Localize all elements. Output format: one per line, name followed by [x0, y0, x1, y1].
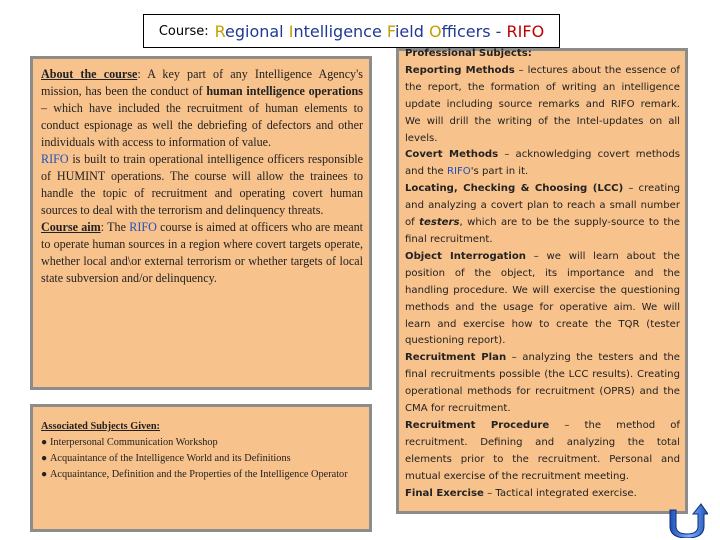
- aim-label: Course aim: [41, 220, 101, 234]
- list-item: ● Acquaintance, Definition and the Properties of the Intelligence Operator: [41, 467, 363, 483]
- locating-item: Locating, Checking & Choosing (LCC) – creating and analyzing a covert plan to reach a small number of testers, which are to be the supply-source to the final recruitment.: [405, 183, 680, 245]
- procedure-item: Recruitment Procedure – the method of recruitment. Defining and analyzing the total elements prior to the recruitment. Personal and mutual exercise of the recruitment meeting.: [405, 419, 680, 482]
- title-initial-f: F: [386, 21, 395, 41]
- professional-subjects-panel: [396, 48, 688, 514]
- final-item: Final Exercise – Tactical integrated exercise.: [405, 487, 637, 499]
- bullet-icon: ●: [41, 437, 48, 448]
- title-acronym: RIFO: [506, 21, 545, 41]
- bullet-icon: ●: [41, 469, 48, 480]
- return-arrow-icon[interactable]: [666, 500, 708, 538]
- list-item: ● Acquaintance of the Intelligence World and its Definitions: [41, 451, 363, 467]
- rifo-paragraph: RIFO is built to train operational intelligence officers responsible of HUMINT operations. The course will allow the trainees to handle the topic of recruitment and operating covert human sources to deal with the terrorism and delinquency threats.: [41, 152, 363, 217]
- course-title-box: [143, 14, 560, 48]
- associated-header: Associated Subjects Given:: [41, 421, 160, 432]
- reporting-item: Reporting Methods – lectures about the essence of the report, the formation of writing an intelligence update including source remarks and RIFO remark. We will drill the writing of the Intel-updates on all levels.: [405, 64, 680, 144]
- title-initial-o: O: [428, 21, 442, 41]
- course-description-panel: [30, 56, 372, 390]
- associated-subjects-panel: [30, 404, 372, 532]
- title-initial-i: I: [288, 21, 294, 41]
- plan-item: Recruitment Plan – analyzing the testers and the final recruitments possible (the LCC results). Creating operational methods for recruitment (OPRS) and the CMA for recruitment.: [405, 352, 681, 415]
- professional-header: Professional Subjects:: [405, 48, 532, 59]
- covert-item: Covert Methods – acknowledging covert methods and the RIFO's part in it.: [405, 149, 681, 178]
- about-label: About the course: [41, 67, 138, 81]
- about-paragraph: About the course: A key part of any Intelligence Agency's mission, has been the conduct of human intelligence operations – which have included the recruitment of human elements to conduct espionage as well the debriefing of defectors and other individuals with access to information of value.: [41, 67, 363, 149]
- list-item: ● Interpersonal Communication Workshop: [41, 435, 363, 451]
- course-title: Regional Intelligence Field Officers - RIFO: [214, 21, 545, 41]
- object-item: Object Interrogation – we will learn about the position of the object, its importance and the handling procedure. We will exercise the questioning methods and the usage for operative aim. We will learn and exercise how to create the TQR (tester questioning report).: [405, 250, 680, 347]
- bullet-icon: ●: [41, 453, 48, 464]
- aim-paragraph: Course aim: The RIFO course is aimed at officers who are meant to operate human sources in a region where covert targets operate, whether local and\or external terrorism or whether targets of local state subversion and/or delinquency.: [41, 220, 363, 285]
- human-intel-ops: human intelligence operations: [206, 84, 363, 98]
- course-label: Course:: [158, 23, 209, 39]
- title-initial-r: R: [214, 21, 225, 41]
